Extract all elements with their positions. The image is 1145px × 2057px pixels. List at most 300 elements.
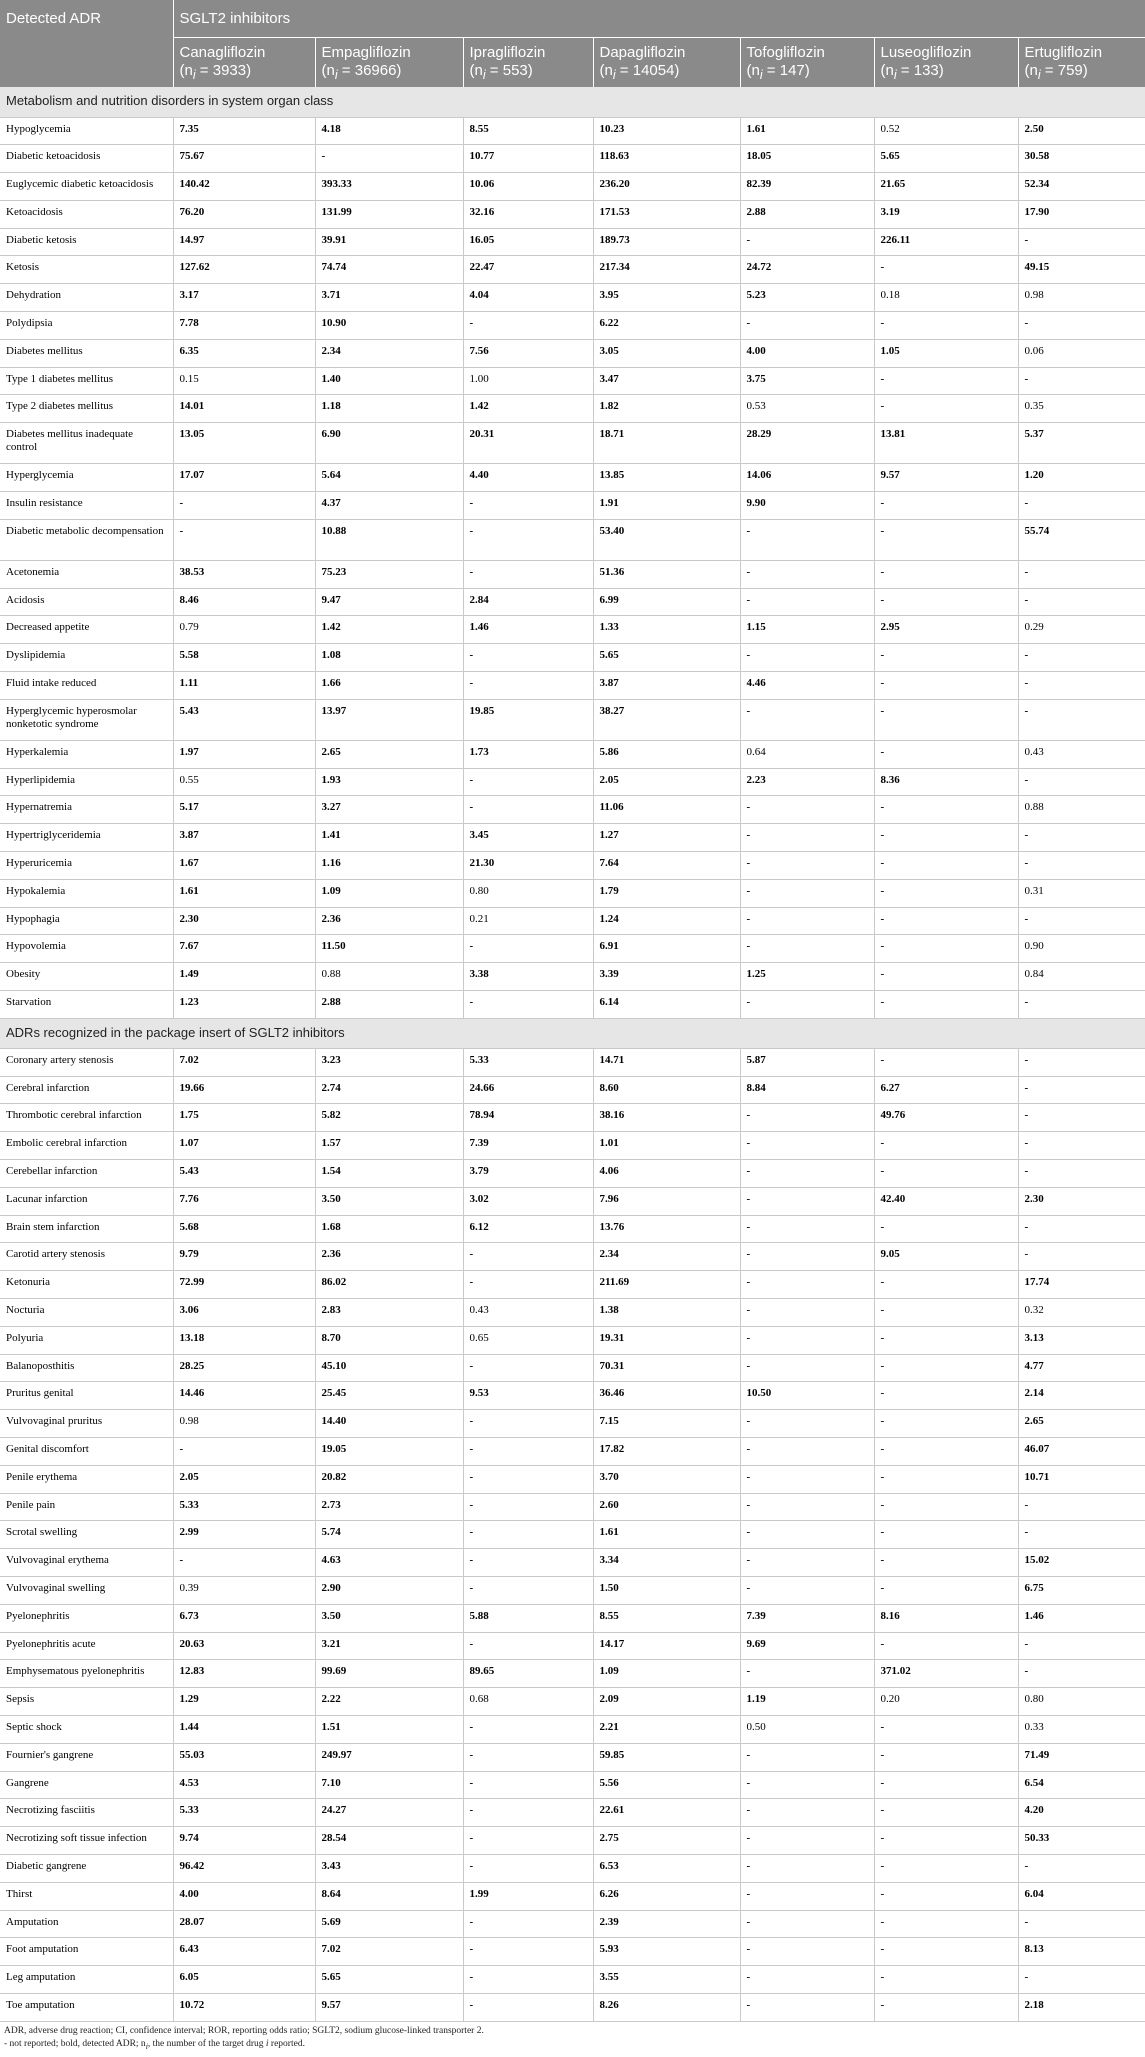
ror-value-cell: 13.81 bbox=[874, 423, 1018, 464]
ror-value-cell: - bbox=[463, 1799, 593, 1827]
adr-name-cell: Euglycemic diabetic ketoacidosis bbox=[0, 173, 173, 201]
ror-value-cell: - bbox=[1018, 852, 1145, 880]
header-drug-dapagliflozin bbox=[593, 37, 740, 87]
ror-value-cell: 0.90 bbox=[1018, 935, 1145, 963]
drug-count: $(n_i = 3933)$ bbox=[179, 61, 252, 82]
table-row bbox=[0, 1382, 1145, 1410]
ror-value-cell: - bbox=[740, 1493, 874, 1521]
ror-value-cell: - bbox=[463, 560, 593, 588]
ror-value-cell: 8.16 bbox=[874, 1604, 1018, 1632]
table-row bbox=[0, 200, 1145, 228]
table-row bbox=[0, 852, 1145, 880]
ror-value-cell: 0.50 bbox=[740, 1715, 874, 1743]
section-header-row bbox=[0, 87, 1145, 117]
ror-value-cell: - bbox=[740, 1827, 874, 1855]
adr-name-cell: Necrotizing soft tissue infection bbox=[0, 1827, 173, 1855]
ror-value-cell: 2.88 bbox=[315, 991, 463, 1019]
ror-value-cell: 19.05 bbox=[315, 1437, 463, 1465]
ror-value-cell: - bbox=[173, 1437, 315, 1465]
ror-value-cell: - bbox=[740, 991, 874, 1019]
adr-name-cell: Type 2 diabetes mellitus bbox=[0, 395, 173, 423]
ror-value-cell: 6.22 bbox=[593, 312, 740, 340]
ror-value-cell: 6.75 bbox=[1018, 1576, 1145, 1604]
ror-value-cell: 7.02 bbox=[173, 1048, 315, 1076]
ror-value-cell: 5.43 bbox=[173, 1160, 315, 1188]
ror-value-cell: 9.69 bbox=[740, 1632, 874, 1660]
ror-value-cell: 1.61 bbox=[173, 879, 315, 907]
table-row bbox=[0, 228, 1145, 256]
adr-name-cell: Hypoglycemia bbox=[0, 117, 173, 145]
ror-value-cell: 1.38 bbox=[593, 1298, 740, 1326]
adr-name-cell: Diabetic ketosis bbox=[0, 228, 173, 256]
adr-name-cell: Penile pain bbox=[0, 1493, 173, 1521]
ror-value-cell: - bbox=[740, 519, 874, 560]
ror-value-cell: 75.67 bbox=[173, 145, 315, 173]
ror-value-cell: 7.96 bbox=[593, 1187, 740, 1215]
ror-value-cell: 1.46 bbox=[1018, 1604, 1145, 1632]
adr-name-cell: Brain stem infarction bbox=[0, 1215, 173, 1243]
ror-value-cell: 7.78 bbox=[173, 312, 315, 340]
ror-value-cell: - bbox=[1018, 1160, 1145, 1188]
ror-value-cell: 7.39 bbox=[463, 1132, 593, 1160]
ror-value-cell: 2.84 bbox=[463, 588, 593, 616]
ror-value-cell: 7.67 bbox=[173, 935, 315, 963]
ror-value-cell: 0.80 bbox=[463, 879, 593, 907]
ror-value-cell: 38.27 bbox=[593, 699, 740, 740]
ror-value-cell: - bbox=[740, 1771, 874, 1799]
table-row bbox=[0, 699, 1145, 740]
ror-value-cell: 45.10 bbox=[315, 1354, 463, 1382]
ror-value-cell: 2.05 bbox=[593, 768, 740, 796]
ror-value-cell: 59.85 bbox=[593, 1743, 740, 1771]
ror-value-cell: 12.83 bbox=[173, 1660, 315, 1688]
ror-value-cell: 0.64 bbox=[740, 740, 874, 768]
ror-value-cell: 1.27 bbox=[593, 824, 740, 852]
ror-value-cell: 17.82 bbox=[593, 1437, 740, 1465]
ror-value-cell: 55.03 bbox=[173, 1743, 315, 1771]
table-row bbox=[0, 312, 1145, 340]
ror-value-cell: 1.41 bbox=[315, 824, 463, 852]
ror-value-cell: 6.14 bbox=[593, 991, 740, 1019]
ror-value-cell: 0.06 bbox=[1018, 339, 1145, 367]
ror-value-cell: - bbox=[463, 768, 593, 796]
ror-value-cell: - bbox=[874, 1576, 1018, 1604]
table-row bbox=[0, 824, 1145, 852]
ror-value-cell: 236.20 bbox=[593, 173, 740, 201]
ror-value-cell: 14.71 bbox=[593, 1048, 740, 1076]
table-row bbox=[0, 740, 1145, 768]
adr-name-cell: Leg amputation bbox=[0, 1966, 173, 1994]
ror-value-cell: 2.75 bbox=[593, 1827, 740, 1855]
ror-value-cell: - bbox=[740, 1910, 874, 1938]
ror-value-cell: 6.05 bbox=[173, 1966, 315, 1994]
ror-value-cell: - bbox=[874, 852, 1018, 880]
table-row bbox=[0, 1298, 1145, 1326]
ror-value-cell: 38.16 bbox=[593, 1104, 740, 1132]
ror-value-cell: 82.39 bbox=[740, 173, 874, 201]
ror-value-cell: - bbox=[1018, 1521, 1145, 1549]
ror-value-cell: - bbox=[463, 1437, 593, 1465]
ror-value-cell: - bbox=[740, 588, 874, 616]
ror-value-cell: 96.42 bbox=[173, 1854, 315, 1882]
ror-value-cell: 2.09 bbox=[593, 1688, 740, 1716]
adr-name-cell: Sepsis bbox=[0, 1688, 173, 1716]
adr-name-cell: Diabetic ketoacidosis bbox=[0, 145, 173, 173]
ror-value-cell: 13.85 bbox=[593, 464, 740, 492]
drug-count: $(n_i = 553)$ bbox=[469, 61, 533, 82]
ror-value-cell: - bbox=[463, 1271, 593, 1299]
ror-value-cell: 1.11 bbox=[173, 672, 315, 700]
ror-value-cell: - bbox=[740, 1215, 874, 1243]
ror-value-cell: - bbox=[740, 228, 874, 256]
adr-name-cell: Carotid artery stenosis bbox=[0, 1243, 173, 1271]
ror-value-cell: 1.91 bbox=[593, 492, 740, 520]
ror-value-cell: 4.37 bbox=[315, 492, 463, 520]
ror-value-cell: 9.53 bbox=[463, 1382, 593, 1410]
table-row bbox=[0, 1938, 1145, 1966]
table-row bbox=[0, 768, 1145, 796]
adr-name-cell: Fournier's gangrene bbox=[0, 1743, 173, 1771]
ror-value-cell: - bbox=[1018, 644, 1145, 672]
ror-value-cell: 0.43 bbox=[1018, 740, 1145, 768]
ror-value-cell: 1.08 bbox=[315, 644, 463, 672]
ror-value-cell: 1.42 bbox=[463, 395, 593, 423]
ror-value-cell: - bbox=[874, 644, 1018, 672]
ror-value-cell: 2.30 bbox=[173, 907, 315, 935]
table-row bbox=[0, 1715, 1145, 1743]
ror-value-cell: 1.05 bbox=[874, 339, 1018, 367]
ror-value-cell: 3.87 bbox=[173, 824, 315, 852]
ror-value-cell: 0.35 bbox=[1018, 395, 1145, 423]
ror-value-cell: 2.83 bbox=[315, 1298, 463, 1326]
ror-value-cell: 38.53 bbox=[173, 560, 315, 588]
adr-name-cell: Vulvovaginal swelling bbox=[0, 1576, 173, 1604]
ror-value-cell: - bbox=[463, 1410, 593, 1438]
adr-name-cell: Septic shock bbox=[0, 1715, 173, 1743]
table-row bbox=[0, 339, 1145, 367]
adr-name-cell: Lacunar infarction bbox=[0, 1187, 173, 1215]
adr-name-cell: Ketosis bbox=[0, 256, 173, 284]
ror-value-cell: - bbox=[874, 1493, 1018, 1521]
ror-value-cell: - bbox=[1018, 560, 1145, 588]
adr-name-cell: Scrotal swelling bbox=[0, 1521, 173, 1549]
ror-value-cell: 5.68 bbox=[173, 1215, 315, 1243]
ror-value-cell: 20.31 bbox=[463, 423, 593, 464]
ror-value-cell: 32.16 bbox=[463, 200, 593, 228]
ror-value-cell: 5.33 bbox=[173, 1799, 315, 1827]
adr-name-cell: Gangrene bbox=[0, 1771, 173, 1799]
ror-value-cell: - bbox=[1018, 1854, 1145, 1882]
ror-value-cell: 6.73 bbox=[173, 1604, 315, 1632]
table-row bbox=[0, 907, 1145, 935]
ror-value-cell: 70.31 bbox=[593, 1354, 740, 1382]
footnote-abbreviations: ADR, adverse drug reaction; CI, confidence interval; ROR, reporting odds ratio; SGLT2, sodium glucose-linked transporter 2. bbox=[4, 2025, 484, 2036]
ror-value-cell: 1.97 bbox=[173, 740, 315, 768]
ror-value-cell: - bbox=[463, 1910, 593, 1938]
header-drug-luseogliflozin bbox=[874, 37, 1018, 87]
ror-value-cell: - bbox=[740, 1271, 874, 1299]
adr-name-cell: Hypovolemia bbox=[0, 935, 173, 963]
adr-name-cell: Dyslipidemia bbox=[0, 644, 173, 672]
ror-value-cell: - bbox=[1018, 1104, 1145, 1132]
ror-value-cell: 3.45 bbox=[463, 824, 593, 852]
ror-value-cell: 1.51 bbox=[315, 1715, 463, 1743]
ror-value-cell: - bbox=[463, 1354, 593, 1382]
ror-value-cell: 3.13 bbox=[1018, 1326, 1145, 1354]
ror-value-cell: 5.86 bbox=[593, 740, 740, 768]
ror-value-cell: 14.06 bbox=[740, 464, 874, 492]
adr-name-cell: Diabetes mellitus inadequate control bbox=[0, 423, 173, 464]
ror-value-cell: 5.65 bbox=[315, 1966, 463, 1994]
ror-value-cell: 10.77 bbox=[463, 145, 593, 173]
ror-value-cell: - bbox=[740, 1410, 874, 1438]
ror-value-cell: 1.57 bbox=[315, 1132, 463, 1160]
ror-value-cell: - bbox=[874, 963, 1018, 991]
ror-value-cell: 1.25 bbox=[740, 963, 874, 991]
ror-value-cell: 1.01 bbox=[593, 1132, 740, 1160]
header-drug-empagliflozin bbox=[315, 37, 463, 87]
ror-value-cell: - bbox=[874, 588, 1018, 616]
table-row bbox=[0, 644, 1145, 672]
ror-value-cell: 1.15 bbox=[740, 616, 874, 644]
ror-value-cell: 2.05 bbox=[173, 1465, 315, 1493]
ror-value-cell: 2.65 bbox=[1018, 1410, 1145, 1438]
table-row bbox=[0, 423, 1145, 464]
ror-value-cell: 39.91 bbox=[315, 228, 463, 256]
ror-value-cell: 9.47 bbox=[315, 588, 463, 616]
ror-value-cell: 5.64 bbox=[315, 464, 463, 492]
adr-name-cell: Polyuria bbox=[0, 1326, 173, 1354]
ror-value-cell: - bbox=[740, 1298, 874, 1326]
ror-value-cell: - bbox=[874, 1910, 1018, 1938]
adr-name-cell: Dehydration bbox=[0, 284, 173, 312]
ror-value-cell: 0.53 bbox=[740, 395, 874, 423]
adr-name-cell: Thrombotic cerebral infarction bbox=[0, 1104, 173, 1132]
ror-value-cell: 0.98 bbox=[173, 1410, 315, 1438]
ror-value-cell: 5.93 bbox=[593, 1938, 740, 1966]
ror-value-cell: 1.46 bbox=[463, 616, 593, 644]
table-row bbox=[0, 395, 1145, 423]
ror-value-cell: - bbox=[874, 935, 1018, 963]
ror-value-cell: 0.84 bbox=[1018, 963, 1145, 991]
ror-value-cell: - bbox=[874, 1799, 1018, 1827]
ror-value-cell: 8.13 bbox=[1018, 1938, 1145, 1966]
ror-value-cell: 14.17 bbox=[593, 1632, 740, 1660]
ror-value-cell: 20.63 bbox=[173, 1632, 315, 1660]
ror-value-cell: 17.74 bbox=[1018, 1271, 1145, 1299]
ror-value-cell: 49.76 bbox=[874, 1104, 1018, 1132]
ror-value-cell: - bbox=[740, 1160, 874, 1188]
ror-value-cell: 3.21 bbox=[315, 1632, 463, 1660]
table-row bbox=[0, 145, 1145, 173]
ror-value-cell: 3.05 bbox=[593, 339, 740, 367]
table-row bbox=[0, 1882, 1145, 1910]
adr-name-cell: Embolic cerebral infarction bbox=[0, 1132, 173, 1160]
ror-value-cell: 8.60 bbox=[593, 1076, 740, 1104]
ror-value-cell: 2.39 bbox=[593, 1910, 740, 1938]
table-row bbox=[0, 1326, 1145, 1354]
ror-value-cell: - bbox=[1018, 699, 1145, 740]
ror-value-cell: 1.49 bbox=[173, 963, 315, 991]
ror-value-cell: 1.00 bbox=[463, 367, 593, 395]
ror-value-cell: - bbox=[463, 492, 593, 520]
ror-value-cell: 28.29 bbox=[740, 423, 874, 464]
ror-value-cell: - bbox=[463, 1521, 593, 1549]
ror-value-cell: - bbox=[1018, 1493, 1145, 1521]
adr-name-cell: Insulin resistance bbox=[0, 492, 173, 520]
ror-value-cell: - bbox=[1018, 1215, 1145, 1243]
adr-name-cell: Polydipsia bbox=[0, 312, 173, 340]
adr-name-cell: Obesity bbox=[0, 963, 173, 991]
ror-value-cell: - bbox=[463, 1493, 593, 1521]
ror-value-cell: 14.01 bbox=[173, 395, 315, 423]
ror-value-cell: 2.22 bbox=[315, 1688, 463, 1716]
ror-value-cell: - bbox=[874, 699, 1018, 740]
ror-value-cell: - bbox=[874, 1715, 1018, 1743]
ror-value-cell: 3.43 bbox=[315, 1854, 463, 1882]
ror-value-cell: 4.40 bbox=[463, 464, 593, 492]
table-row bbox=[0, 464, 1145, 492]
ror-value-cell: - bbox=[1018, 492, 1145, 520]
ror-value-cell: - bbox=[1018, 1632, 1145, 1660]
ror-value-cell: 5.43 bbox=[173, 699, 315, 740]
adr-name-cell: Pyelonephritis acute bbox=[0, 1632, 173, 1660]
ror-value-cell: - bbox=[874, 879, 1018, 907]
ror-value-cell: - bbox=[874, 1938, 1018, 1966]
ror-value-cell: - bbox=[740, 1465, 874, 1493]
ror-value-cell: 50.33 bbox=[1018, 1827, 1145, 1855]
ror-value-cell: - bbox=[1018, 1966, 1145, 1994]
drug-name: Empagliflozin bbox=[321, 43, 411, 61]
ror-value-cell: - bbox=[1018, 768, 1145, 796]
ror-value-cell: - bbox=[874, 740, 1018, 768]
table-row bbox=[0, 879, 1145, 907]
adr-name-cell: Ketoacidosis bbox=[0, 200, 173, 228]
ror-value-cell: - bbox=[740, 1938, 874, 1966]
ror-value-cell: - bbox=[463, 1465, 593, 1493]
ror-value-cell: - bbox=[740, 1437, 874, 1465]
ror-value-cell: 8.84 bbox=[740, 1076, 874, 1104]
header-detected-adr: Detected ADR bbox=[0, 0, 173, 87]
ror-value-cell: 5.65 bbox=[874, 145, 1018, 173]
ror-value-cell: 249.97 bbox=[315, 1743, 463, 1771]
table-row bbox=[0, 963, 1145, 991]
ror-value-cell: - bbox=[1018, 1910, 1145, 1938]
ror-value-cell: - bbox=[874, 395, 1018, 423]
ror-value-cell: - bbox=[463, 796, 593, 824]
ror-value-cell: 171.53 bbox=[593, 200, 740, 228]
adr-name-cell: Diabetes mellitus bbox=[0, 339, 173, 367]
table-row bbox=[0, 672, 1145, 700]
ror-value-cell: 131.99 bbox=[315, 200, 463, 228]
table-row bbox=[0, 1271, 1145, 1299]
ror-value-cell: - bbox=[1018, 824, 1145, 852]
table-row bbox=[0, 1771, 1145, 1799]
ror-value-cell: - bbox=[463, 312, 593, 340]
ror-value-cell: 2.60 bbox=[593, 1493, 740, 1521]
ror-value-cell: 3.39 bbox=[593, 963, 740, 991]
ror-value-cell: - bbox=[740, 1354, 874, 1382]
ror-value-cell: 1.75 bbox=[173, 1104, 315, 1132]
ror-value-cell: 2.36 bbox=[315, 1243, 463, 1271]
ror-value-cell: - bbox=[463, 1854, 593, 1882]
ror-value-cell: - bbox=[874, 1521, 1018, 1549]
adr-name-cell: Hyperuricemia bbox=[0, 852, 173, 880]
ror-value-cell: 13.18 bbox=[173, 1326, 315, 1354]
table-row bbox=[0, 1827, 1145, 1855]
ror-value-cell: 6.43 bbox=[173, 1938, 315, 1966]
ror-value-cell: 1.09 bbox=[315, 879, 463, 907]
ror-value-cell: 10.88 bbox=[315, 519, 463, 560]
table-row bbox=[0, 1437, 1145, 1465]
ror-value-cell: 1.40 bbox=[315, 367, 463, 395]
ror-value-cell: 18.05 bbox=[740, 145, 874, 173]
ror-value-cell: - bbox=[1018, 991, 1145, 1019]
ror-value-cell: 0.88 bbox=[315, 963, 463, 991]
ror-value-cell: 19.31 bbox=[593, 1326, 740, 1354]
drug-name: Dapagliflozin bbox=[599, 43, 686, 61]
ror-value-cell: 127.62 bbox=[173, 256, 315, 284]
ror-value-cell: 2.50 bbox=[1018, 117, 1145, 145]
ror-value-cell: 28.54 bbox=[315, 1827, 463, 1855]
table-row bbox=[0, 1243, 1145, 1271]
ror-value-cell: 5.37 bbox=[1018, 423, 1145, 464]
ror-value-cell: 3.34 bbox=[593, 1549, 740, 1577]
table-row bbox=[0, 1660, 1145, 1688]
ror-value-cell: 53.40 bbox=[593, 519, 740, 560]
adr-name-cell: Diabetic metabolic decompensation bbox=[0, 519, 173, 560]
ror-value-cell: 6.90 bbox=[315, 423, 463, 464]
adr-name-cell: Type 1 diabetes mellitus bbox=[0, 367, 173, 395]
ror-value-cell: 6.26 bbox=[593, 1882, 740, 1910]
ror-value-cell: 0.43 bbox=[463, 1298, 593, 1326]
ror-value-cell: 7.35 bbox=[173, 117, 315, 145]
ror-value-cell: 86.02 bbox=[315, 1271, 463, 1299]
ror-value-cell: 4.63 bbox=[315, 1549, 463, 1577]
ror-value-cell: - bbox=[1018, 1132, 1145, 1160]
ror-value-cell: - bbox=[740, 796, 874, 824]
ror-value-cell: 14.40 bbox=[315, 1410, 463, 1438]
adr-name-cell: Penile erythema bbox=[0, 1465, 173, 1493]
ror-value-cell: 1.20 bbox=[1018, 464, 1145, 492]
ror-value-cell: 52.34 bbox=[1018, 173, 1145, 201]
ror-value-cell: - bbox=[173, 1549, 315, 1577]
ror-value-cell: 1.68 bbox=[315, 1215, 463, 1243]
header-drug-ertugliflozin bbox=[1018, 37, 1145, 87]
ror-value-cell: 0.33 bbox=[1018, 1715, 1145, 1743]
table-row bbox=[0, 1160, 1145, 1188]
ror-value-cell: 1.42 bbox=[315, 616, 463, 644]
ror-value-cell: 3.50 bbox=[315, 1604, 463, 1632]
ror-value-cell: 2.88 bbox=[740, 200, 874, 228]
table-row bbox=[0, 1576, 1145, 1604]
ror-value-cell: - bbox=[463, 1632, 593, 1660]
ror-value-cell: 2.30 bbox=[1018, 1187, 1145, 1215]
ror-value-cell: 3.55 bbox=[593, 1966, 740, 1994]
ror-value-cell: 8.64 bbox=[315, 1882, 463, 1910]
ror-value-cell: 10.50 bbox=[740, 1382, 874, 1410]
adr-name-cell: Toe amputation bbox=[0, 1993, 173, 2021]
adr-name-cell: Ketonuria bbox=[0, 1271, 173, 1299]
ror-value-cell: - bbox=[1018, 672, 1145, 700]
table-row bbox=[0, 1549, 1145, 1577]
ror-value-cell: 14.97 bbox=[173, 228, 315, 256]
table-row bbox=[0, 1799, 1145, 1827]
ror-value-cell: - bbox=[874, 1827, 1018, 1855]
table-row bbox=[0, 1966, 1145, 1994]
ror-value-cell: 46.07 bbox=[1018, 1437, 1145, 1465]
ror-value-cell: - bbox=[740, 312, 874, 340]
